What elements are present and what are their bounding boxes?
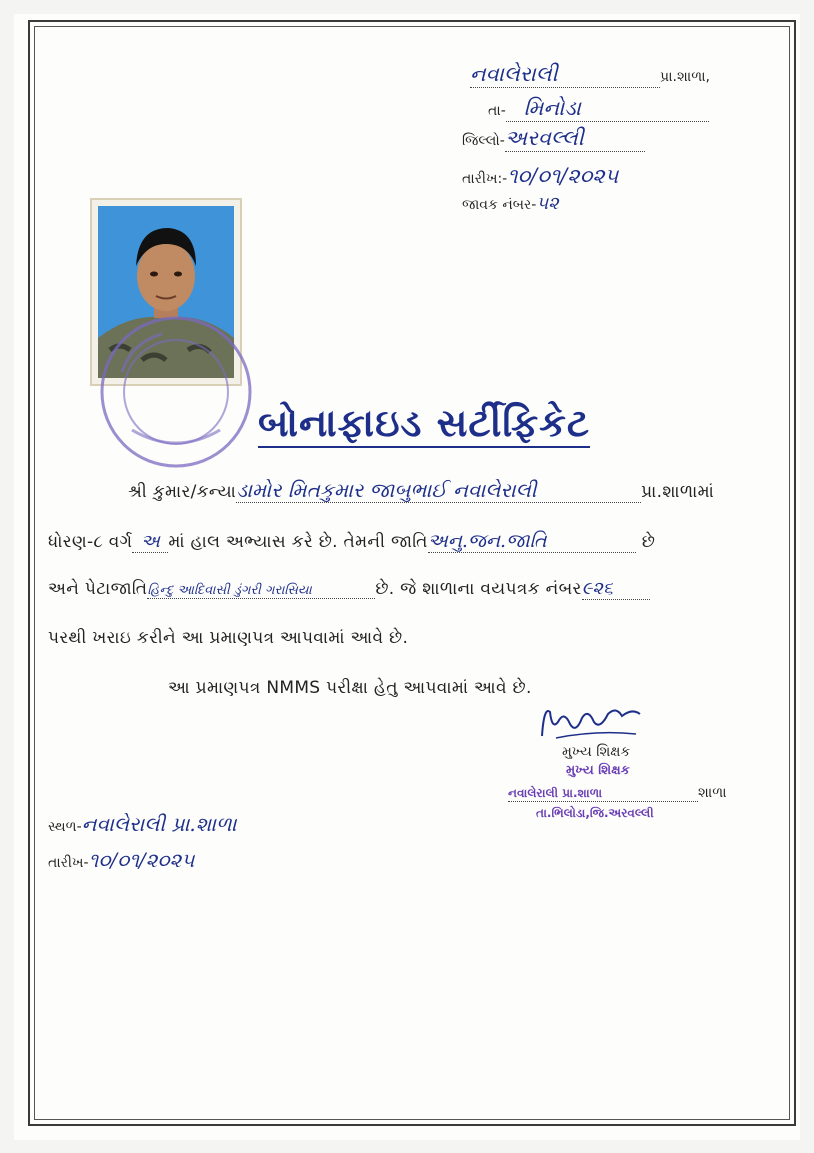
- class-division: અ: [140, 531, 160, 552]
- header-inward-line: [462, 193, 559, 214]
- purpose-line: આ પ્રમાણપત્ર NMMS પરીક્ષા હેતુ આપવામાં આવે છે.: [168, 678, 532, 698]
- footer-date-value: ૧૦/૦૧/૨૦૨૫: [88, 848, 195, 872]
- register-text: છે. જે શાળાના વયપત્રક નંબર: [375, 579, 582, 599]
- header-taluka-label: તા-: [488, 103, 506, 119]
- body-line-3: [48, 578, 650, 600]
- header-school-line: [470, 62, 710, 88]
- place-label: સ્થળ-: [48, 819, 82, 835]
- student-name: ડામોર મિતકુમાર જાબુભાઈ નવાલેરાલી: [236, 478, 537, 502]
- standard-label: ધોરણ-૮ વર્ગ: [48, 532, 133, 552]
- certificate-title: બોનાફાઇડ સર્ટીફિકેટ: [258, 400, 590, 448]
- footer-date-line: [48, 848, 194, 872]
- header-district-value: અરવલ્લી: [504, 126, 584, 150]
- stamp-address: તા.ભિલોડા,જિ.અરવલ્લી: [536, 806, 654, 820]
- school-suffix-text: પ્રા.શાળામાં: [641, 482, 715, 502]
- header-district-label: જિલ્લો-: [462, 133, 505, 149]
- headmaster-role: મુખ્ય શિક્ષક: [562, 744, 631, 760]
- stamp-school: નવાલેરાલી પ્રા.શાળા: [508, 786, 603, 800]
- body-line-4: પરથી ખરાઇ કરીને આ પ્રમાણપત્ર આપવામાં આવે છે.: [48, 628, 409, 648]
- header-school-suffix: પ્રા.શાળા,: [660, 69, 710, 85]
- header-date-label: તારીખ:-: [462, 171, 508, 187]
- subcaste-value: હિન્દુ આદિવાસી ડુંગરી ગરાસિયા: [147, 583, 312, 598]
- subcaste-label: અને પેટાજાતિ: [48, 579, 148, 599]
- student-label: શ્રી કુમાર/કન્યા: [128, 482, 237, 502]
- place-value: નવાલેરાલી પ્રા.શાળા: [81, 812, 237, 836]
- header-date-line: [462, 164, 618, 189]
- headmaster-signature: [536, 700, 646, 744]
- stamp-school-line: [508, 782, 727, 802]
- study-text: માં હાલ અભ્યાસ કરે છે. તેમની જાતિ: [168, 532, 428, 552]
- footer-date-label: તારીખ-: [48, 855, 89, 871]
- stamp-role: મુખ્ય શિક્ષક: [566, 763, 630, 778]
- header-inward-value: ૫૨: [536, 193, 559, 214]
- signature-school-suffix: શાળા: [698, 785, 727, 801]
- header-school-name: નવાલેરાલી: [470, 62, 558, 86]
- header-date-value: ૧૦/૦૧/૨૦૨૫: [507, 164, 619, 188]
- register-number: ૯૨૬: [581, 578, 613, 599]
- caste-value: અનુ.જન.જાતિ: [427, 530, 547, 552]
- body-line-1: [128, 478, 714, 503]
- header-taluka-line: [488, 96, 709, 122]
- school-seal: [92, 312, 260, 472]
- body-line-2: [48, 530, 655, 553]
- header-inward-label: જાવક નંબર-: [462, 197, 537, 213]
- place-line: [48, 812, 237, 836]
- header-taluka-value: મિનોડા: [523, 96, 581, 120]
- header-district-line: [462, 126, 645, 152]
- inner-border: [34, 26, 790, 1120]
- line2-end-text: છે: [641, 532, 656, 552]
